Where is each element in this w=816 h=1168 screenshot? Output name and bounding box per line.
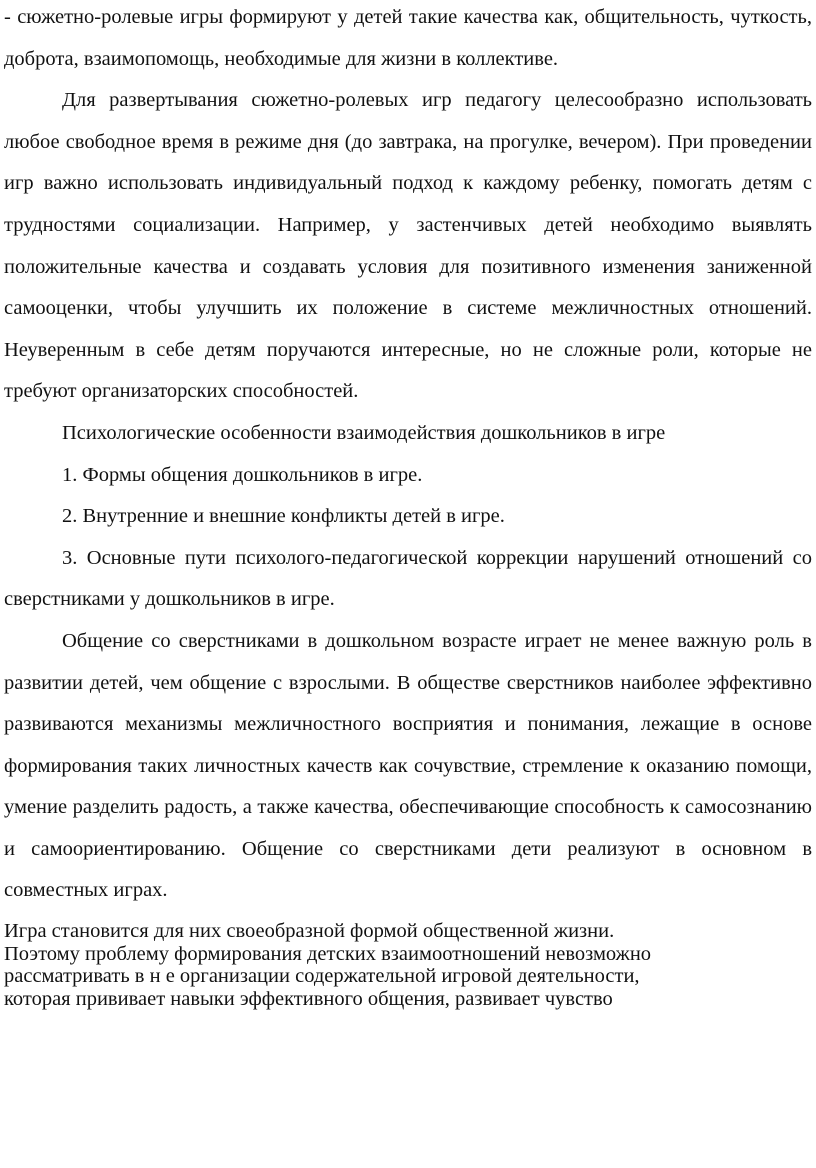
outline-item-3: 3. Основные пути психолого-педагогической коррекции нарушений отношений со сверстниками у дошкольников в игре. bbox=[4, 546, 812, 611]
tail-paragraph bbox=[4, 920, 812, 1010]
tail-line: рассматривать в н е организации содержательной игровой деятельности, bbox=[4, 965, 640, 988]
section-heading: Психологические особенности взаимодействия дошкольников в игре bbox=[62, 421, 666, 444]
paragraph-peer-communication: Общение со сверстниками в дошкольном возрасте играет не менее важную роль в развитии детей, чем общение с взрослыми. В обществе сверстников наиболее эффективно развиваются механизмы межличностного восприятия и понимания, лежащие в основе формирования таких личностных качеств как сочувствие, стремление к оказанию помощи, умение разделить радость, а также качества, обеспечивающие способность к самосознанию и самоориентированию. Общение со сверстниками дети реализуют в основном в совместных играх. bbox=[4, 629, 812, 902]
tail-line: которая прививает навыки эффективного общения, развивает чувство bbox=[4, 987, 613, 1010]
tail-line: Игра становится для них своеобразной формой общественной жизни. bbox=[4, 920, 615, 943]
paragraph-role-play-organization: Для развертывания сюжетно-ролевых игр педагогу целесообразно использовать любое свободное время в режиме дня (до завтрака, на прогулке, вечером). При проведении игр важно использовать индивидуальный подход к каждому ребенку, помогать детям с трудностями социализации. Например, у застенчивых детей необходимо выявлять положительные качества и создавать условия для позитивного изменения заниженной самооценки, чтобы улучшить их положение в системе межличностных отношений. Неуверенным в себе детям поручаются интересные, но не сложные роли, которые не требуют организаторских способностей. bbox=[4, 89, 812, 403]
outline-item-1: 1. Формы общения дошкольников в игре. bbox=[62, 463, 423, 486]
paragraph-role-play-qualities: - сюжетно-ролевые игры формируют у детей такие качества как, общительность, чуткость, доброта, взаимопомощь, необходимые для жизни в коллективе. bbox=[4, 6, 812, 70]
tail-line: Поэтому проблему формирования детских взаимоотношений невозможно bbox=[4, 942, 652, 965]
outline-item-2: 2. Внутренние и внешние конфликты детей в игре. bbox=[62, 505, 505, 528]
